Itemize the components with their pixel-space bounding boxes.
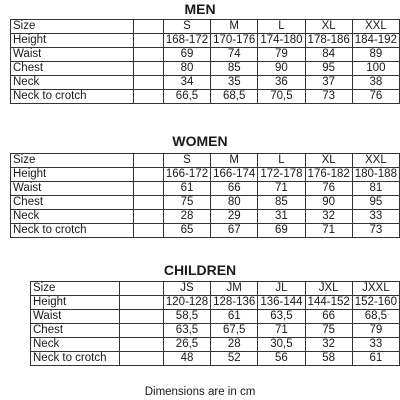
table-cell: 80 xyxy=(163,62,210,76)
column-header-cell: XXL xyxy=(352,20,399,34)
table-cell: 76 xyxy=(352,90,399,104)
table-cell: 76 xyxy=(305,182,352,196)
table-cell: 74 xyxy=(211,48,258,62)
table-cell: 63,5 xyxy=(258,310,305,324)
children-header-row xyxy=(31,282,400,296)
table-cell: 79 xyxy=(352,324,399,338)
table-cell: 90 xyxy=(258,62,305,76)
table-cell: 66,5 xyxy=(163,90,210,104)
spacer-cell xyxy=(119,310,163,324)
table-cell: 128-136 xyxy=(211,296,258,310)
column-header-size: Size xyxy=(11,154,134,168)
men-header-row xyxy=(11,20,400,34)
table-row xyxy=(11,48,400,62)
table-row xyxy=(11,224,400,238)
table-cell: 84 xyxy=(305,48,352,62)
column-header-cell: L xyxy=(258,20,305,34)
table-cell: 79 xyxy=(258,48,305,62)
row-label: Neck xyxy=(11,76,134,90)
row-label: Neck xyxy=(31,338,120,352)
table-cell: 170-176 xyxy=(211,34,258,48)
spacer-cell xyxy=(133,20,163,34)
table-cell: 70,5 xyxy=(258,90,305,104)
table-cell: 58 xyxy=(305,352,352,366)
column-header-cell: M xyxy=(211,154,258,168)
children-size-table xyxy=(30,281,400,366)
table-cell: 69 xyxy=(258,224,305,238)
spacer-cell xyxy=(119,352,163,366)
table-cell: 58,5 xyxy=(163,310,210,324)
table-cell: 61 xyxy=(211,310,258,324)
table-cell: 37 xyxy=(305,76,352,90)
table-cell: 32 xyxy=(305,338,352,352)
table-cell: 81 xyxy=(352,182,399,196)
table-cell: 71 xyxy=(258,324,305,338)
table-cell: 71 xyxy=(258,182,305,196)
table-cell: 178-186 xyxy=(305,34,352,48)
spacer-cell xyxy=(133,182,163,196)
table-row xyxy=(31,296,400,310)
column-header-cell: M xyxy=(211,20,258,34)
table-cell: 63,5 xyxy=(163,324,210,338)
table-row xyxy=(31,338,400,352)
table-cell: 73 xyxy=(352,224,399,238)
table-cell: 166-172 xyxy=(163,168,210,182)
table-cell: 174-180 xyxy=(258,34,305,48)
table-cell: 144-152 xyxy=(305,296,352,310)
table-cell: 71 xyxy=(305,224,352,238)
table-cell: 136-144 xyxy=(258,296,305,310)
row-label: Chest xyxy=(11,196,134,210)
table-cell: 67 xyxy=(211,224,258,238)
table-cell: 89 xyxy=(352,48,399,62)
children-section-title: CHILDREN xyxy=(163,262,237,278)
table-row xyxy=(11,168,400,182)
table-cell: 29 xyxy=(211,210,258,224)
spacer-cell xyxy=(119,296,163,310)
women-section-title: WOMEN xyxy=(172,133,228,149)
spacer-cell xyxy=(133,154,163,168)
table-cell: 52 xyxy=(211,352,258,366)
table-cell: 75 xyxy=(163,196,210,210)
column-header-cell: XL xyxy=(305,20,352,34)
table-row xyxy=(11,210,400,224)
row-label: Chest xyxy=(11,62,134,76)
table-cell: 61 xyxy=(163,182,210,196)
spacer-cell xyxy=(133,196,163,210)
row-label: Chest xyxy=(31,324,120,338)
spacer-cell xyxy=(119,282,163,296)
column-header-cell: JXL xyxy=(305,282,352,296)
row-label: Waist xyxy=(11,48,134,62)
table-cell: 172-178 xyxy=(258,168,305,182)
table-cell: 66 xyxy=(211,182,258,196)
table-row xyxy=(11,196,400,210)
table-cell: 36 xyxy=(258,76,305,90)
table-cell: 69 xyxy=(163,48,210,62)
table-cell: 34 xyxy=(163,76,210,90)
table-cell: 30,5 xyxy=(258,338,305,352)
table-cell: 176-182 xyxy=(305,168,352,182)
table-cell: 68,5 xyxy=(211,90,258,104)
table-cell: 31 xyxy=(258,210,305,224)
table-cell: 26,5 xyxy=(163,338,210,352)
table-cell: 67,5 xyxy=(211,324,258,338)
spacer-cell xyxy=(133,48,163,62)
column-header-size: Size xyxy=(11,20,134,34)
table-cell: 75 xyxy=(305,324,352,338)
table-cell: 68,5 xyxy=(352,310,399,324)
table-cell: 95 xyxy=(305,62,352,76)
column-header-cell: JM xyxy=(211,282,258,296)
spacer-cell xyxy=(133,224,163,238)
table-row xyxy=(31,352,400,366)
row-label: Neck xyxy=(11,210,134,224)
women-size-table xyxy=(10,153,400,238)
table-cell: 80 xyxy=(211,196,258,210)
table-cell: 28 xyxy=(163,210,210,224)
table-cell: 152-160 xyxy=(352,296,399,310)
column-header-size: Size xyxy=(31,282,120,296)
row-label: Height xyxy=(11,34,134,48)
row-label: Height xyxy=(31,296,120,310)
men-section-title: MEN xyxy=(184,1,216,17)
table-cell: 66 xyxy=(305,310,352,324)
table-cell: 95 xyxy=(352,196,399,210)
row-label: Neck to crotch xyxy=(11,90,134,104)
spacer-cell xyxy=(119,324,163,338)
table-cell: 180-188 xyxy=(352,168,399,182)
table-cell: 33 xyxy=(352,338,399,352)
column-header-cell: XXL xyxy=(352,154,399,168)
table-cell: 38 xyxy=(352,76,399,90)
table-cell: 90 xyxy=(305,196,352,210)
row-label: Height xyxy=(11,168,134,182)
table-cell: 61 xyxy=(352,352,399,366)
spacer-cell xyxy=(133,62,163,76)
table-cell: 100 xyxy=(352,62,399,76)
spacer-cell xyxy=(133,90,163,104)
men-size-table xyxy=(10,19,400,104)
column-header-cell: S xyxy=(163,20,210,34)
spacer-cell xyxy=(133,34,163,48)
column-header-cell: XL xyxy=(305,154,352,168)
column-header-cell: S xyxy=(163,154,210,168)
table-cell: 32 xyxy=(305,210,352,224)
table-row xyxy=(11,76,400,90)
table-row xyxy=(11,62,400,76)
table-row xyxy=(11,90,400,104)
table-cell: 120-128 xyxy=(163,296,210,310)
table-cell: 28 xyxy=(211,338,258,352)
column-header-cell: JL xyxy=(258,282,305,296)
table-row xyxy=(11,34,400,48)
table-cell: 184-192 xyxy=(352,34,399,48)
table-cell: 85 xyxy=(211,62,258,76)
table-cell: 35 xyxy=(211,76,258,90)
row-label: Neck to crotch xyxy=(11,224,134,238)
row-label: Neck to crotch xyxy=(31,352,120,366)
column-header-cell: JXXL xyxy=(352,282,399,296)
table-cell: 166-174 xyxy=(211,168,258,182)
spacer-cell xyxy=(119,338,163,352)
table-cell: 33 xyxy=(352,210,399,224)
spacer-cell xyxy=(133,210,163,224)
column-header-cell: JS xyxy=(163,282,210,296)
table-row xyxy=(11,182,400,196)
table-cell: 56 xyxy=(258,352,305,366)
table-cell: 73 xyxy=(305,90,352,104)
row-label: Waist xyxy=(11,182,134,196)
table-cell: 48 xyxy=(163,352,210,366)
spacer-cell xyxy=(133,76,163,90)
column-header-cell: L xyxy=(258,154,305,168)
table-row xyxy=(31,324,400,338)
row-label: Waist xyxy=(31,310,120,324)
dimensions-footnote: Dimensions are in cm xyxy=(144,386,256,398)
table-cell: 168-172 xyxy=(163,34,210,48)
women-header-row xyxy=(11,154,400,168)
table-cell: 85 xyxy=(258,196,305,210)
table-cell: 65 xyxy=(163,224,210,238)
table-row xyxy=(31,310,400,324)
spacer-cell xyxy=(133,168,163,182)
